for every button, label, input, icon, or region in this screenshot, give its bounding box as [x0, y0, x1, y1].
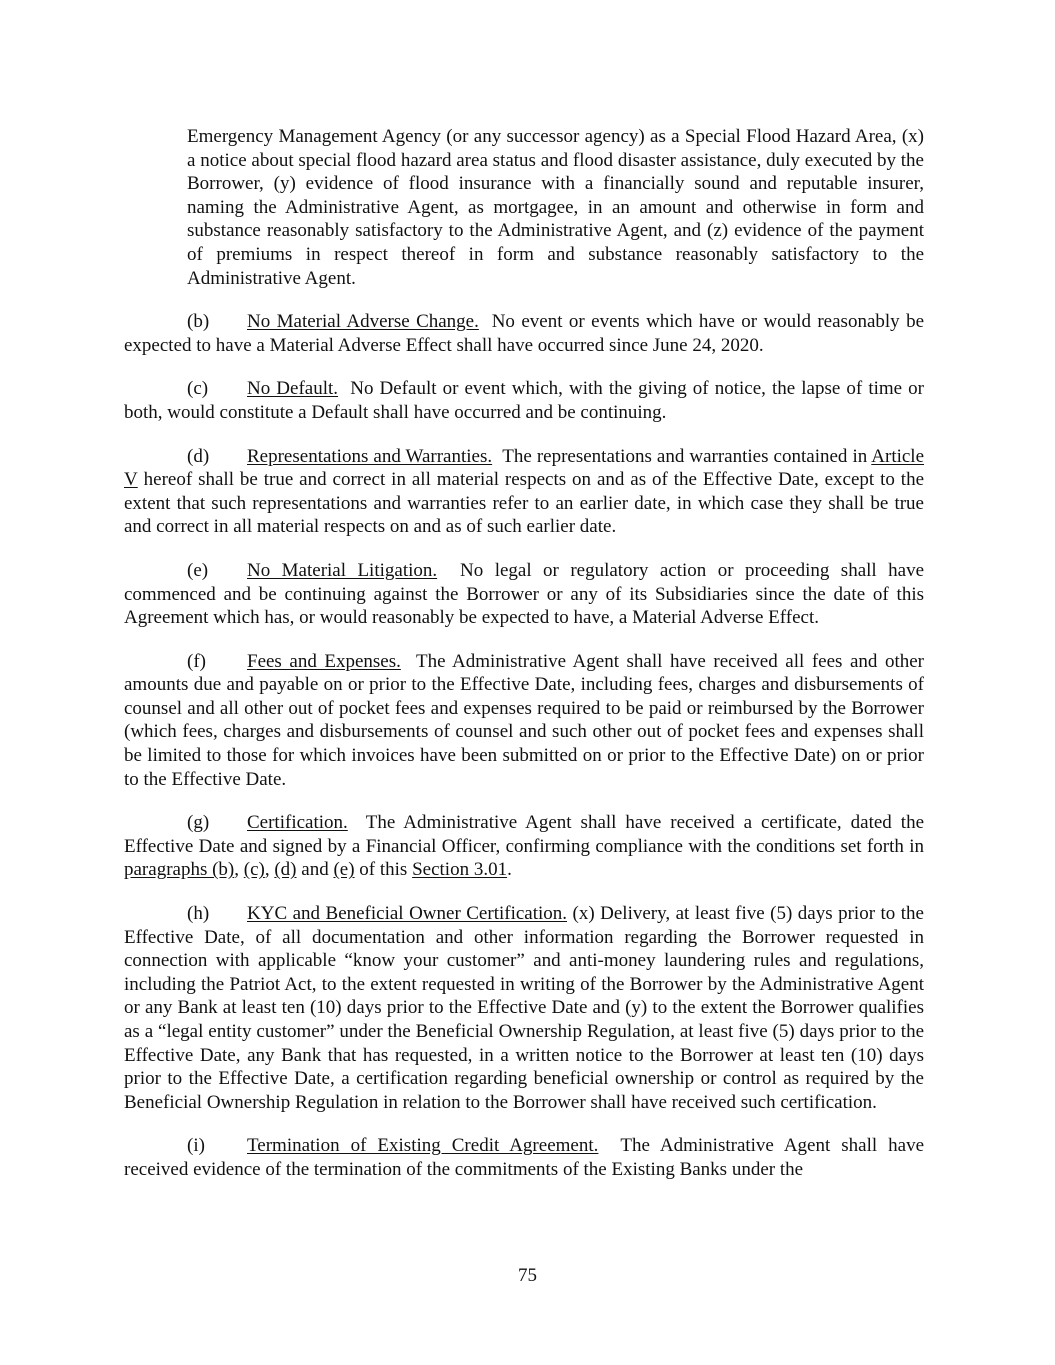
section-e-text: No legal or regulatory action or proceeding shall have commenced and be continuing against the Borrower or any of its Subsidiaries since the date of this Agreement which has, or would reasonably be expected to have, a Material Adverse Effect. — [124, 559, 924, 629]
section-g: (g) Certification. The Administrative Agent shall have received a certificate, dated the Effective Date and signed by a Financial Officer, confirming compliance with the conditions set forth in paragraphs (b), (c), (d) and (e) of this Section 3.01. — [124, 812, 925, 881]
document-page — [124, 125, 924, 1202]
section-d-text-post: hereof shall be true and correct in all material respects on and as of the Effective Date, except to the extent that such representations and warranties refer to an earlier date, in which case they shall be true and correct in all material respects on and as of such earlier date. — [124, 469, 924, 538]
section-c-label: (c) — [187, 378, 209, 400]
section-f — [124, 650, 924, 792]
section-g-conjunction: and — [301, 859, 329, 881]
section-f-heading: Fees and Expenses. — [247, 650, 401, 672]
section-c — [124, 377, 924, 424]
section-i — [124, 1134, 924, 1181]
section-g-heading: Certification. — [247, 812, 348, 834]
section-d-heading: Representations and Warranties. — [247, 445, 493, 467]
paragraph-d-reference: (d) — [274, 859, 297, 881]
section-f-label: (f) — [187, 650, 206, 672]
section-d — [124, 445, 924, 539]
section-h-label: (h) — [187, 903, 210, 925]
section-h — [124, 902, 924, 1114]
section-h-heading: KYC and Beneficial Owner Certification. — [247, 903, 568, 925]
paragraph-e-reference: (e) — [333, 859, 355, 881]
section-e-heading: No Material Litigation. — [247, 559, 438, 581]
section-b-text: No event or events which have or would reasonably be expected to have a Material Adverse Effect shall have occurred since June 24, 2020. — [124, 311, 925, 356]
section-c-text: No Default or event which, with the giving of notice, the lapse of time or both, would constitute a Default shall have occurred and be continuing. — [124, 378, 925, 423]
section-e — [124, 559, 924, 630]
section-b — [124, 310, 924, 357]
section-b-heading: No Material Adverse Change. — [247, 311, 479, 333]
section-h-text: (x) Delivery, at least five (5) days prior to the Effective Date, of all documentation and other information regarding the Borrower requested in connection with applicable “know your customer” and anti-money laundering rules and regulations, including the Patriot Act, to the extent requested in writing of the Borrower by the Administrative Agent or any Bank at least ten (10) days prior to the Effective Date and (y) to the extent the Borrower qualifies as a “legal entity customer” under the Beneficial Ownership Regulation, at least five (5) days prior to the Effective Date, any Bank that has requested, in a written notice to the Borrower at least ten (10) days prior to the Effective Date, a certification regarding beneficial ownership or control as required by the Beneficial Ownership Regulation in relation to the Borrower shall have received such certification. — [124, 903, 924, 1113]
section-b-label: (b) — [187, 311, 210, 333]
paragraph-b-reference: paragraphs (b) — [124, 859, 235, 881]
article-v-reference: Article V — [124, 445, 925, 491]
section-d-label: (d) — [187, 445, 210, 467]
section-i-heading: Termination of Existing Credit Agreement. — [247, 1135, 599, 1157]
section-g-text-pre: The Administrative Agent shall have received a certificate, dated the Effective Date and signed by a Financial Officer, confirming compliance with the conditions set forth in — [124, 812, 925, 857]
section-d-text-pre: The representations and warranties contained in — [502, 445, 868, 467]
section-g-label: (g) — [187, 812, 210, 834]
page-number: 75 — [518, 1265, 537, 1286]
section-f-text: The Administrative Agent shall have received all fees and other amounts due and payable on or prior to the Effective Date, including fees, charges and disbursements of counsel and all other out of pocket fees and expenses required to be paid or reimbursed by the Borrower (which fees, charges and disbursements of counsel and such other out of pocket fees and expenses shall be limited to those for which invoices have been submitted on or prior to the Effective Date) on or prior to the Effective Date. — [124, 650, 925, 790]
paragraph-c-reference: (c) — [243, 859, 265, 881]
section-g-of-this: of this — [359, 859, 408, 881]
continuation-paragraph: Emergency Management Agency (or any successor agency) as a Special Flood Hazard Area, (x) a notice about special flood hazard area status and flood disaster assistance, duly executed by the Borrower, (y) evidence of flood insurance with a financially sound and reputable insurer, naming the Administrative Agent, as mortgagee, in an amount and otherwise in form and substance reasonably satisfactory to the Administrative Agent, and (z) evidence of the payment of premiums in respect thereof in form and substance reasonably satisfactory to the Administrative Agent. — [187, 126, 924, 289]
section-c-heading: No Default. — [247, 378, 339, 400]
section-3-01-reference: Section 3.01 — [412, 859, 508, 881]
section-i-label: (i) — [187, 1135, 205, 1157]
section-i-text: The Administrative Agent shall have received evidence of the termination of the commitments of the Existing Banks under the — [124, 1135, 925, 1180]
section-e-label: (e) — [187, 559, 209, 581]
